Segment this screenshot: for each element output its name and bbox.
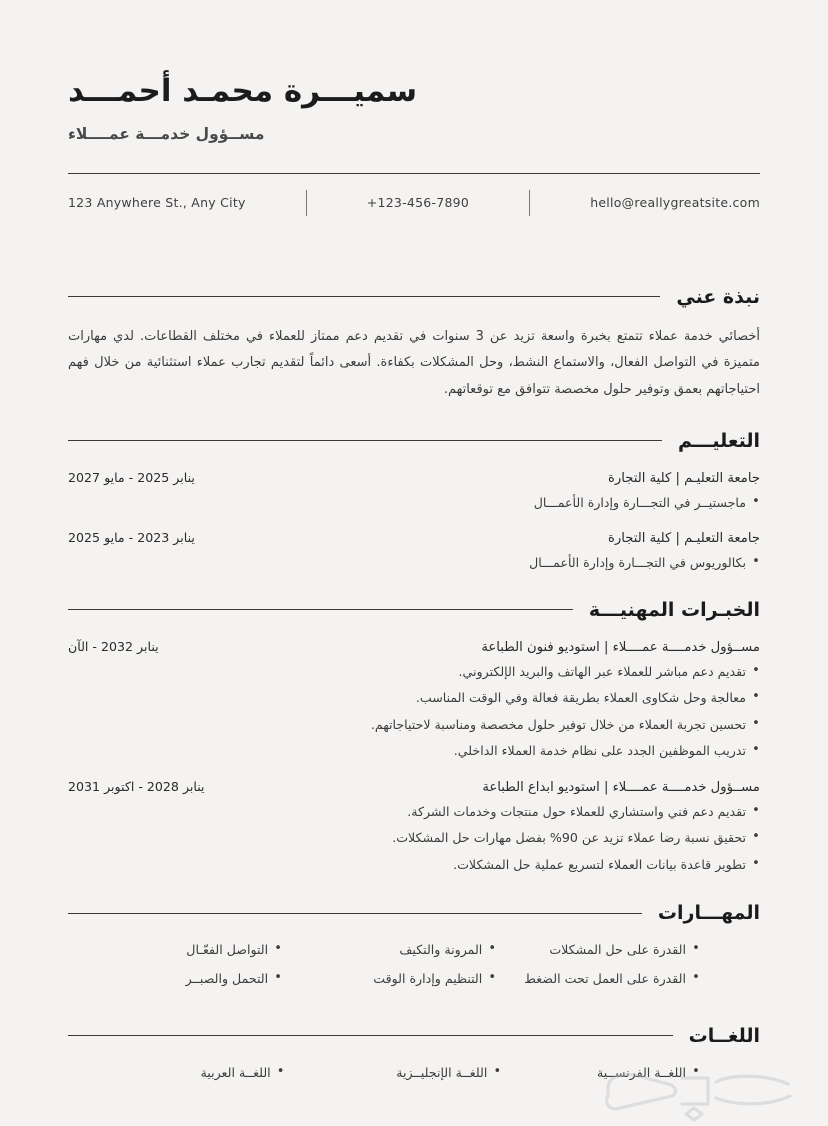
section-rule: [68, 913, 642, 914]
list-item: • ماجستيــر في التجـــارة وإدارة الأعمـــال: [68, 493, 760, 513]
list-item: • تقديم دعم مباشر للعملاء عبر الهاتف والبريد الإلكتروني.: [68, 662, 760, 682]
page-title: سميـــرة محمـد أحمـــد: [68, 73, 418, 109]
contact-phone[interactable]: +123-456-7890: [366, 195, 470, 211]
list-item: • تطوير قاعدة بيانات العملاء لتسريع عملية حل المشكلات.: [68, 855, 760, 875]
education-bullets: [68, 493, 760, 513]
list-item: • تقديم دعم فني واستشاري للعملاء حول منتجات وخدمات الشركة.: [68, 802, 760, 822]
list-item: • القدرة على حل المشكلات: [524, 940, 700, 960]
list-item: • اللغــة العربية: [68, 1063, 285, 1083]
section-header-experience: [68, 599, 760, 621]
languages-column: [529, 1063, 760, 1092]
section-title-skills: المهـــارات: [657, 902, 760, 925]
experience-date: ينابر 2032 - الآن: [68, 638, 159, 654]
experience-entry: [68, 639, 760, 761]
section-header-skills: [68, 902, 760, 924]
contact-separator: [529, 190, 530, 216]
skills-column: [68, 940, 296, 998]
education-entry: [68, 470, 760, 513]
contact-bar: [68, 174, 760, 216]
contact-address: 123 Anywhere St., Any City: [67, 195, 246, 211]
section-title-about: نبذة عني: [676, 285, 760, 308]
list-item: • التحمل والصبــر: [68, 969, 282, 989]
languages-column: [68, 1063, 299, 1092]
section-rule: [68, 296, 660, 297]
entry-heading: [68, 530, 760, 546]
education-bullets: [68, 553, 760, 573]
skills-column: [524, 940, 760, 998]
section-rule: [68, 609, 573, 610]
skills-grid: [68, 940, 760, 998]
list-item: • المرونة والتكيف: [296, 940, 496, 960]
resume-header: [0, 0, 828, 143]
list-item: • تحسين تجربة العملاء من خلال توفير حلول مخصصة ومناسبة لاحتياجاتهم.: [68, 715, 760, 735]
section-about: [68, 286, 760, 404]
experience-organization: مســؤول خدمــــة عمــــلاء | استوديو ابداع الطباعة: [482, 779, 760, 795]
education-date: ينابر 2025 - مايو 2027: [68, 469, 195, 485]
section-header-languages: [68, 1025, 760, 1047]
about-text: أخصائي خدمة عملاء تتمتع بخبرة واسعة تزيد عن 3 سنوات في تقديم دعم ممتاز للعملاء في مختلف القطاعات. لدي مهارات متميزة في التواصل الفعال، والاستماع النشط، وحل المشكلات بكفاءة. أسعى دائماً لتقديم تجارب عملاء استثنائية من خلال فهم احتياجاتهم بعمق وتوفير حلول مخصصة تتوافق مع توقعاتهم.: [68, 328, 761, 398]
job-title: مســؤول خدمـــة عمــــلاء: [68, 124, 265, 143]
experience-bullets: [68, 802, 760, 875]
contact-separator: [306, 190, 307, 216]
entry-heading: [68, 639, 760, 655]
languages-column: [299, 1063, 530, 1092]
section-title-languages: اللغــات: [688, 1024, 760, 1047]
experience-organization: مســؤول خدمــــة عمــــلاء | استوديو فنون الطباعة: [481, 639, 760, 655]
list-item: • اللغــة الإنجليــزية: [299, 1063, 502, 1083]
section-rule: [68, 440, 662, 441]
languages-grid: [68, 1063, 760, 1092]
section-skills: [68, 902, 760, 998]
list-item: • تدريب الموظفين الجدد على نظام خدمة العملاء الداخلي.: [68, 741, 760, 761]
section-title-education: التعليـــم: [677, 429, 760, 452]
section-header-education: [68, 430, 760, 452]
list-item: • التنظيم وإدارة الوقت: [296, 969, 496, 989]
education-date: ينابر 2023 - مايو 2025: [68, 530, 195, 546]
experience-entry: [68, 779, 760, 875]
entry-heading: [68, 779, 760, 795]
education-entry: [68, 530, 760, 573]
section-languages: [68, 1025, 760, 1092]
list-item: • اللغــة الفرنســية: [529, 1063, 700, 1083]
education-organization: جامعة التعليـم | كلية التجارة: [607, 470, 760, 486]
experience-date: ينابر 2028 - اكتوبر 2031: [68, 778, 205, 794]
experience-bullets: [68, 662, 760, 761]
list-item: • بكالوريوس في التجـــارة وإدارة الأعمـــال: [68, 553, 760, 573]
education-organization: جامعة التعليـم | كلية التجارة: [607, 531, 760, 547]
list-item: • تحقيق نسبة رضا عملاء تزيد عن 90% بفضل مهارات حل المشكلات.: [68, 828, 760, 848]
contact-email[interactable]: hello@reallygreatsite.com: [590, 195, 760, 211]
list-item: • معالجة وحل شكاوى العملاء بطريقة فعالة وفي الوقت المناسب.: [68, 688, 760, 708]
list-item: • القدرة على العمل تحت الضغط: [524, 969, 700, 989]
section-education: [68, 430, 760, 573]
section-rule: [68, 1035, 673, 1036]
section-title-experience: الخبـرات المهنيـــة: [588, 598, 760, 621]
skills-column: [296, 940, 524, 998]
section-experience: [68, 599, 760, 875]
list-item: • التواصل الفعّـال: [68, 940, 282, 960]
section-header-about: [68, 286, 760, 308]
entry-heading: [68, 470, 760, 486]
